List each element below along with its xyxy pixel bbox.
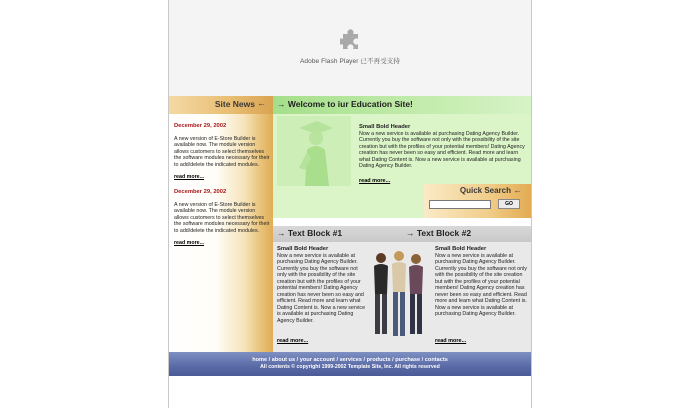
text-block-2-text: Now a new service is available at purchasing Dating Agency Builder. Currently you buy the software not only with the possibility of the site creation but with the profiles of your potential members! Dating Agency creation has never been so easy and efficient. Read more and learn what Dating Content is. Now a new service is available at purchasing Dating Agency Builder.: [435, 252, 527, 317]
students-photo: [369, 246, 429, 344]
site-news-column: [169, 96, 273, 352]
flash-placeholder[interactable]: [169, 0, 531, 96]
arrow-right-icon: →: [277, 99, 286, 109]
quick-search-title: Quick Search: [459, 186, 511, 195]
text-block-1-title: Text Block #1: [287, 228, 343, 238]
news-item: [174, 189, 270, 247]
text-blocks-section: [273, 226, 531, 352]
text-block-1-subheader: Small Bold Header: [277, 246, 329, 252]
site-news-title: Site News: [214, 99, 255, 109]
news-date: December 29, 2002: [174, 189, 227, 195]
footer-links: home / about us / your account / services / products / purchase / contacts: [252, 357, 448, 363]
arrow-right-icon: →: [277, 228, 286, 238]
footer-link-products[interactable]: products: [366, 357, 391, 363]
footer-copyright: All contents © copyright 1999-2002 Template Site, Inc. All rights reserved: [260, 364, 440, 370]
news-date: December 29, 2002: [174, 123, 227, 129]
welcome-title: [277, 99, 413, 109]
text-block-1-header: [273, 226, 402, 242]
page-bottom-spacer: [169, 376, 531, 386]
text-block-1-text: Now a new service is available at purchasing Dating Agency Builder. Currently you buy the software not only with the possibility of the site creation but with the profiles of your potential members! Dating Agency creation has never been so easy and efficient. Read more and learn what Dating Content is. Now a new service is available at purchasing Dating Agency Builder.: [277, 252, 366, 324]
search-go-button[interactable]: GO: [498, 199, 520, 209]
page-container: [168, 0, 532, 408]
footer-link-purchase[interactable]: purchase: [395, 357, 421, 363]
news-text: A new version of E-Store Builder is available now. The module version allows customers to select themselves the software modules necessary for their to add/delete the indicated modules.: [174, 201, 270, 234]
welcome-read-more-link[interactable]: read more...: [359, 178, 391, 184]
site-news-header: [169, 96, 273, 114]
footer-link-contacts[interactable]: contacts: [424, 357, 448, 363]
text-block-2-read-more-link[interactable]: read more...: [435, 338, 467, 344]
arrow-left-icon: ←: [257, 98, 266, 108]
footer-link-about-us[interactable]: about us: [271, 357, 296, 363]
text-block-2-subheader: Small Bold Header: [435, 246, 487, 252]
text-block-2-body: [435, 246, 527, 318]
text-block-1-read-more-link[interactable]: read more...: [277, 338, 309, 344]
news-text: A new version of E-Store Builder is available now. The module version allows customers to select themselves the software modules necessary for their to add/delete the indicated modules.: [174, 135, 270, 168]
news-read-more-link[interactable]: read more...: [174, 174, 205, 180]
text-block-2-title: Text Block #2: [416, 228, 472, 238]
arrow-right-icon: →: [406, 228, 415, 238]
footer-link-home[interactable]: home: [252, 357, 268, 363]
welcome-subheader: Small Bold Header: [359, 124, 411, 130]
graduate-photo: [277, 116, 351, 186]
news-read-more-link[interactable]: read more...: [174, 240, 205, 246]
arrow-left-icon: ←: [513, 185, 522, 195]
text-block-1-body: [277, 246, 367, 324]
search-input[interactable]: [429, 200, 491, 209]
welcome-text: [359, 124, 527, 170]
text-block-2-header: [402, 226, 531, 242]
footer-link-services[interactable]: services: [339, 357, 362, 363]
footer: [169, 352, 531, 376]
quick-search-box: [424, 184, 531, 218]
news-item: [174, 123, 270, 181]
welcome-title-text: Welcome to iur Education Site!: [287, 99, 413, 109]
footer-link-your-account[interactable]: your account: [299, 357, 335, 363]
welcome-header: [273, 96, 531, 114]
welcome-body: Now a new service is available at purchasing Dating Agency Builder. Currently you buy the software not only with the possibility of the site creation but with the profiles of your potential members! Dating Agency creation has never been so easy and efficient. Read more and learn what Dating Content is. Now a new service is available at purchasing Dating Agency Builder.: [359, 130, 525, 169]
puzzle-piece-icon: [340, 28, 362, 50]
flash-message: Adobe Flash Player 已不再受支持: [299, 58, 401, 65]
